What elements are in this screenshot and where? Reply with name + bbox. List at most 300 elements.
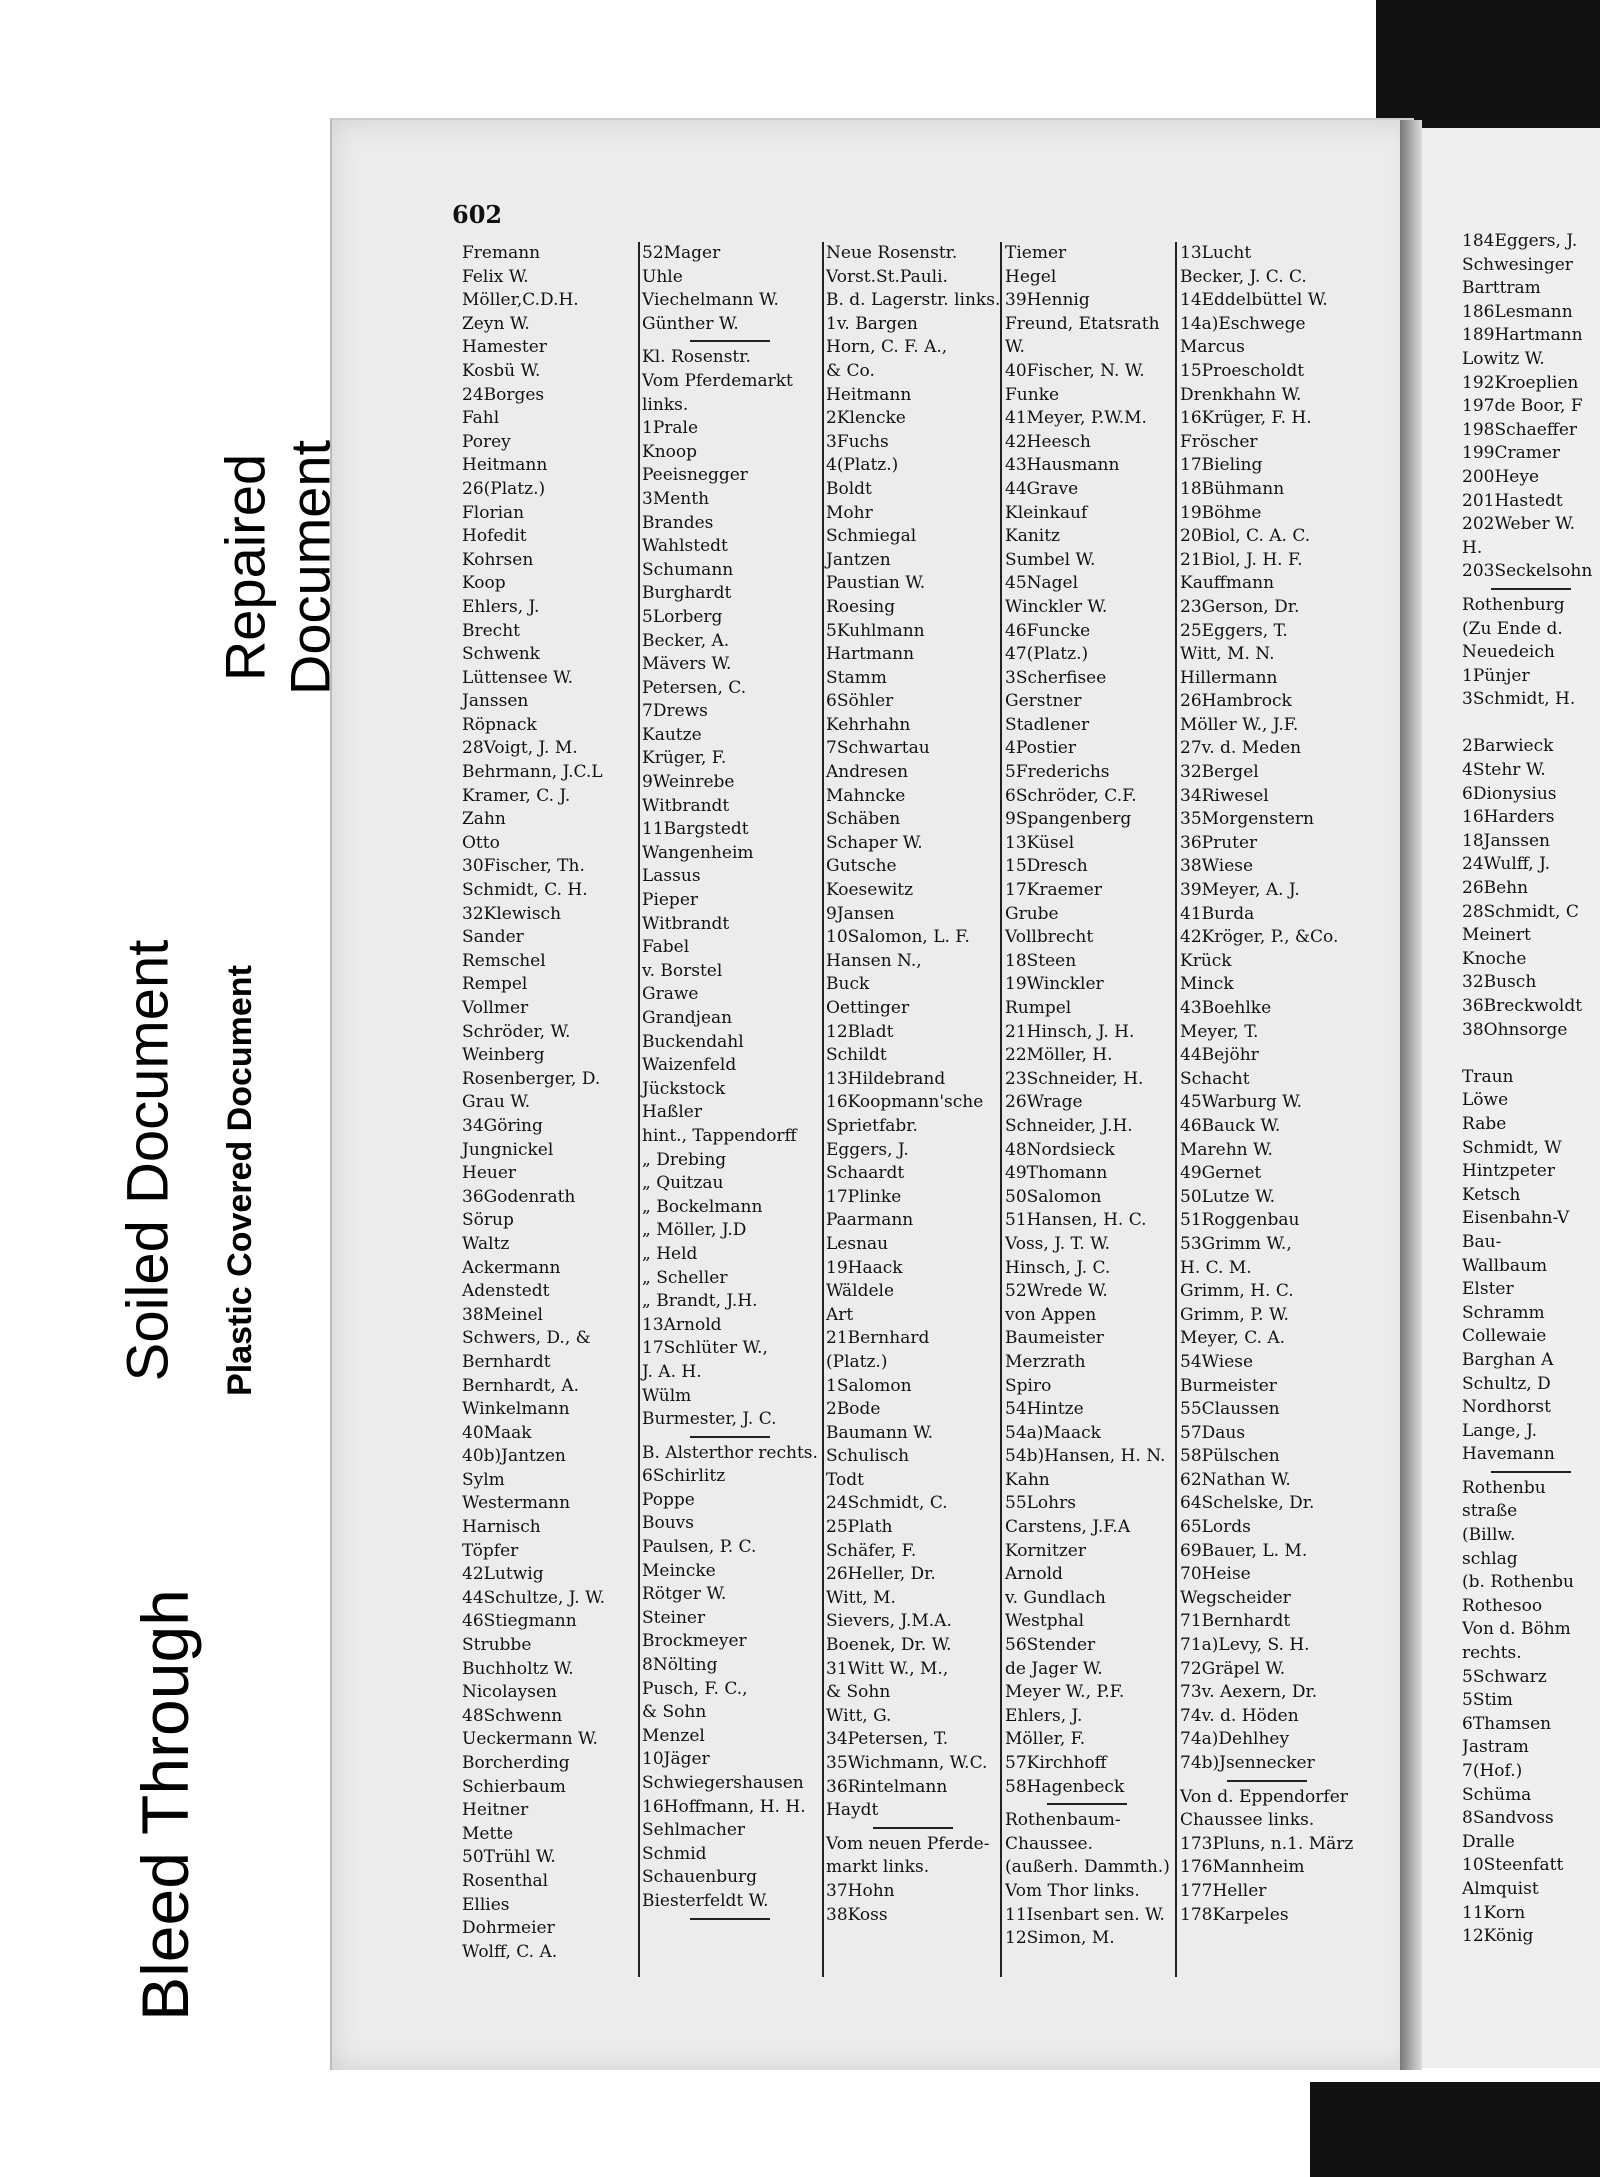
directory-entry: „ Held	[642, 1243, 698, 1264]
directory-column-4	[1005, 242, 1170, 1951]
directory-entry: 11Isenbart sen. W.	[1005, 1904, 1165, 1925]
directory-entry: Art	[826, 1304, 854, 1325]
directory-entry: 18Bühmann	[1180, 478, 1285, 499]
directory-entry: Grawe	[642, 984, 699, 1005]
section-rule	[690, 1918, 770, 1920]
directory-entry: 41Burda	[1180, 903, 1255, 924]
directory-entry: Chaussee links.	[1180, 1810, 1315, 1831]
directory-entry: Oettinger	[826, 998, 910, 1018]
directory-entry: Elster	[1462, 1279, 1514, 1300]
directory-column-1	[462, 242, 605, 1964]
directory-entry: Janssen	[462, 691, 529, 712]
directory-entry: 50Lutze W.	[1180, 1186, 1276, 1207]
directory-entry: 24Borges	[462, 384, 545, 405]
directory-entry: 8Nölting	[642, 1655, 718, 1676]
directory-entry: 13Küsel	[1005, 832, 1075, 853]
directory-entry: 58Pülschen	[1180, 1446, 1280, 1467]
directory-entry: Paustian W.	[826, 573, 926, 594]
directory-entry: 54a)Maack	[1005, 1422, 1101, 1443]
directory-entry: Viechelmann W.	[642, 290, 779, 311]
directory-entry: Borcherding	[462, 1753, 570, 1773]
plastic-covered-label	[200, 860, 280, 1500]
directory-entry: 9Jansen	[826, 903, 895, 924]
directory-entry: 32Bergel	[1180, 762, 1259, 783]
directory-entry: Kanitz	[1005, 526, 1061, 547]
directory-entry: 17Kraemer	[1005, 880, 1102, 901]
directory-entry: 192Kroeplien	[1462, 372, 1579, 393]
directory-entry: Grube	[1005, 903, 1059, 924]
directory-entry: 44Grave	[1005, 478, 1079, 499]
directory-entry: 22Möller, H.	[1005, 1045, 1113, 1066]
directory-entry: Jungnickel	[462, 1139, 554, 1160]
section-rule	[1227, 1780, 1307, 1782]
directory-entry: 23Gerson, Dr.	[1180, 596, 1300, 617]
directory-entry: Schwesinger	[1462, 254, 1573, 275]
directory-entry: 36Pruter	[1180, 832, 1258, 853]
directory-entry: 42Kröger, P., &Co.	[1180, 927, 1339, 948]
directory-entry: 51Roggenbau	[1180, 1210, 1300, 1231]
directory-entry: Schultz, D	[1462, 1373, 1551, 1394]
directory-entry: 8Sandvoss	[1462, 1808, 1554, 1829]
directory-entry: Heitmann	[462, 455, 548, 476]
directory-entry: 176Mannheim	[1180, 1857, 1305, 1878]
directory-entry: Rosenthal	[462, 1870, 549, 1891]
directory-entry: 43Boehlke	[1180, 998, 1272, 1018]
directory-column-6	[1462, 230, 1600, 1949]
directory-entry: Von d. Böhm	[1462, 1619, 1571, 1640]
directory-entry: Schäfer, F.	[826, 1540, 917, 1561]
directory-entry: 13Hildebrand	[826, 1068, 946, 1089]
directory-entry: 34Petersen, T.	[826, 1729, 949, 1750]
directory-entry: Winckler W.	[1005, 596, 1108, 617]
directory-entry: Hintzpeter	[1462, 1161, 1555, 1182]
directory-entry: 19Winckler	[1005, 974, 1104, 995]
directory-entry: 4(Platz.)	[826, 455, 899, 476]
directory-entry: 14Eddelbüttel W.	[1180, 290, 1328, 311]
directory-entry: 200Heye	[1462, 466, 1539, 487]
directory-entry: 32Busch	[1462, 972, 1537, 993]
directory-entry: Wangenheim	[642, 842, 754, 863]
directory-entry: Ellies	[462, 1894, 510, 1915]
directory-entry: Kornitzer	[1005, 1540, 1086, 1561]
directory-entry: 15Dresch	[1005, 856, 1088, 877]
directory-entry: 38Koss	[826, 1904, 888, 1925]
directory-entry: Fabel	[642, 937, 690, 958]
directory-entry: Wallbaum	[1462, 1255, 1548, 1276]
directory-entry: Sehlmacher	[642, 1820, 746, 1841]
directory-entry: Dohrmeier	[462, 1918, 555, 1939]
directory-entry: 55Claussen	[1180, 1399, 1280, 1420]
directory-entry: 38Ohnsorge	[1462, 1019, 1568, 1040]
directory-entry: 5Stim	[1462, 1690, 1513, 1711]
directory-entry: Rosenberger, D.	[462, 1068, 601, 1089]
directory-entry: 38Wiese	[1180, 856, 1254, 877]
directory-entry: v. Borstel	[642, 960, 723, 981]
directory-entry: „ Drebing	[642, 1149, 727, 1170]
directory-entry: Lange, J.	[1462, 1420, 1538, 1441]
directory-entry: 1Salomon	[826, 1375, 912, 1396]
directory-entry: 9Weinrebe	[642, 772, 735, 793]
directory-entry: 30Fischer, Th.	[462, 856, 585, 877]
directory-entry: Schaper W.	[826, 832, 923, 853]
directory-entry: 58Hagenbeck	[1005, 1776, 1125, 1797]
directory-entry: 53Grimm W.,	[1180, 1233, 1292, 1254]
directory-entry: Spiro	[1005, 1375, 1052, 1396]
directory-entry: 44Schultze, J. W.	[462, 1587, 605, 1608]
directory-entry: 201Hastedt	[1462, 490, 1563, 511]
directory-entry: Fahl	[462, 408, 500, 429]
directory-entry: Brandes	[642, 512, 714, 533]
directory-entry: Traun	[1462, 1066, 1514, 1087]
directory-entry: Boldt	[826, 478, 872, 499]
directory-entry: Wäldele	[826, 1281, 895, 1302]
directory-entry: 13Arnold	[642, 1314, 722, 1335]
directory-entry: Vollbrecht	[1005, 927, 1094, 948]
directory-entry: Witt, M. N.	[1180, 644, 1275, 665]
directory-entry: Freund, Etatsrath	[1005, 313, 1160, 334]
directory-entry: 16Harders	[1462, 807, 1555, 828]
directory-entry: 31Witt W., M.,	[826, 1658, 949, 1679]
directory-entry: Hinsch, J. C.	[1005, 1257, 1111, 1278]
directory-entry: „ Bockelmann	[642, 1196, 763, 1217]
directory-entry: Almquist	[1462, 1878, 1539, 1899]
directory-entry: Kohrsen	[462, 549, 534, 570]
directory-entry: 1Pünjer	[1462, 665, 1530, 686]
directory-entry: Krüger, F.	[642, 748, 727, 769]
directory-entry: 173Pluns, n.1. März	[1180, 1833, 1354, 1854]
directory-entry: 54Wiese	[1180, 1351, 1254, 1372]
directory-entry: Sylm	[462, 1469, 505, 1490]
directory-entry: Schumann	[642, 559, 734, 580]
directory-entry: J. A. H.	[642, 1361, 702, 1382]
directory-entry: Harnisch	[462, 1517, 541, 1538]
directory-entry: & Co.	[826, 360, 875, 381]
directory-entry: 6Söhler	[826, 691, 894, 712]
directory-entry: Kehrhahn	[826, 714, 911, 735]
directory-entry: Horn, C. F. A.,	[826, 337, 948, 358]
directory-entry: 12Bladt	[826, 1021, 894, 1042]
directory-entry: Heuer	[462, 1163, 517, 1184]
directory-entry: 19Böhme	[1180, 502, 1262, 523]
directory-entry: Schröder, W.	[462, 1021, 571, 1042]
directory-entry: Meincke	[642, 1560, 716, 1581]
directory-entry: Boenek, Dr. W.	[826, 1635, 952, 1656]
directory-entry: 46Bauck W.	[1180, 1115, 1281, 1136]
directory-column-5	[1180, 242, 1353, 1927]
directory-entry: H. C. M.	[1180, 1257, 1252, 1278]
directory-entry: 15Proescholdt	[1180, 360, 1305, 381]
directory-entry: Collewaie	[1462, 1326, 1547, 1347]
directory-entry: 23Schneider, H.	[1005, 1068, 1144, 1089]
directory-entry: Sievers, J.M.A.	[826, 1611, 952, 1632]
directory-entry: Grimm, P. W.	[1180, 1304, 1289, 1325]
directory-entry: 5Kuhlmann	[826, 620, 925, 641]
directory-entry: 34Göring	[462, 1115, 543, 1136]
directory-entry: Kleinkauf	[1005, 502, 1088, 523]
directory-entry: Chaussee.	[1005, 1833, 1094, 1854]
directory-entry: Todt	[826, 1469, 864, 1490]
directory-entry: Mävers W.	[642, 654, 732, 675]
directory-entry: Sander	[462, 927, 524, 948]
directory-entry: Bernhardt, A.	[462, 1375, 580, 1396]
directory-entry: Gutsche	[826, 856, 897, 877]
directory-entry: 14a)Eschwege	[1180, 313, 1306, 334]
directory-entry: Schierbaum	[462, 1776, 566, 1797]
directory-entry: hint., Tappendorff	[642, 1125, 797, 1146]
directory-entry: 37Hohn	[826, 1880, 895, 1901]
directory-entry: 2Bode	[826, 1399, 881, 1420]
directory-entry: 54b)Hansen, H. N.	[1005, 1446, 1166, 1467]
directory-entry: 72Gräpel W.	[1180, 1658, 1286, 1679]
directory-entry: 10Jäger	[642, 1749, 710, 1770]
directory-entry: 24Schmidt, C.	[826, 1493, 948, 1514]
directory-entry: 6Schröder, C.F.	[1005, 785, 1137, 806]
directory-entry: 51Hansen, H. C.	[1005, 1210, 1147, 1231]
directory-entry: Schaardt	[826, 1163, 905, 1184]
directory-entry: 2Barwieck	[1462, 736, 1554, 757]
directory-entry: 64Schelske, Dr.	[1180, 1493, 1315, 1514]
directory-entry: W.	[1005, 337, 1025, 358]
directory-entry: Paarmann	[826, 1210, 914, 1231]
directory-entry: Jantzen	[826, 549, 891, 570]
directory-entry: Petersen, C.	[642, 677, 747, 698]
scan-border-top	[1376, 0, 1600, 40]
directory-entry: 25Eggers, T.	[1180, 620, 1288, 641]
directory-entry: Barghan A	[1462, 1349, 1554, 1370]
directory-entry: Witt, G.	[826, 1705, 892, 1726]
directory-entry: Rabe	[1462, 1113, 1507, 1134]
directory-entry: (b. Rothenbu	[1462, 1572, 1574, 1593]
directory-entry: H.	[1462, 537, 1483, 558]
directory-entry: Jastram	[1462, 1737, 1529, 1758]
directory-entry: Haydt	[826, 1800, 879, 1821]
directory-entry: Ketsch	[1462, 1184, 1521, 1205]
directory-entry: Grandjean	[642, 1008, 733, 1028]
directory-entry: Steiner	[642, 1607, 706, 1628]
directory-entry: Kahn	[1005, 1469, 1050, 1490]
directory-entry: Krück	[1180, 950, 1232, 971]
directory-entry: 70Heise	[1180, 1564, 1251, 1585]
directory-entry: Zahn	[462, 809, 506, 830]
directory-entry: Felix W.	[462, 266, 529, 287]
directory-entry: Wahlstedt	[642, 536, 728, 557]
directory-entry: Mahncke	[826, 785, 906, 806]
section-rule	[690, 340, 770, 342]
repaired-document-label	[165, 355, 342, 755]
directory-entry: 6Dionysius	[1462, 783, 1557, 804]
directory-entry: Zeyn W.	[462, 313, 530, 334]
directory-entry: 73v. Aexern, Dr.	[1180, 1682, 1318, 1703]
directory-entry: Schulisch	[826, 1446, 910, 1467]
directory-entry: & Sohn	[642, 1702, 707, 1723]
section-rule	[690, 1436, 770, 1438]
directory-entry: 16Krüger, F. H.	[1180, 408, 1312, 429]
directory-entry: Kramer, C. J.	[462, 785, 571, 806]
directory-entry: Baumann W.	[826, 1422, 934, 1443]
directory-entry: Hansen N.,	[826, 950, 922, 971]
directory-entry: Jückstock	[642, 1078, 726, 1099]
directory-entry: Kautze	[642, 724, 702, 745]
directory-entry: Buck	[826, 974, 870, 995]
directory-entry: von Appen	[1005, 1304, 1097, 1325]
directory-entry: Biesterfeldt W.	[642, 1890, 769, 1911]
directory-entry: straße	[1462, 1501, 1518, 1522]
directory-entry: Nicolaysen	[462, 1682, 557, 1703]
directory-entry: Rothesoo	[1462, 1595, 1543, 1616]
directory-entry: Marcus	[1180, 337, 1245, 358]
directory-entry: 55Lohrs	[1005, 1493, 1076, 1514]
directory-entry: 39Hennig	[1005, 290, 1090, 311]
directory-entry: Behrmann, J.C.L	[462, 762, 603, 783]
directory-entry: 26Hambrock	[1180, 691, 1292, 712]
directory-entry: Burghardt	[642, 583, 732, 604]
directory-entry: 45Warburg W.	[1180, 1092, 1303, 1113]
directory-entry: 52Wrede W.	[1005, 1281, 1108, 1302]
directory-entry: (Billw.	[1462, 1525, 1516, 1546]
directory-entry: 3Fuchs	[826, 431, 889, 452]
directory-entry: 46Funcke	[1005, 620, 1091, 641]
directory-entry: 16Koopmann'sche	[826, 1092, 984, 1113]
directory-entry: Eggers, J.	[826, 1139, 909, 1160]
directory-entry: 10Steenfatt	[1462, 1855, 1564, 1876]
directory-entry: Grimm, H. C.	[1180, 1281, 1294, 1302]
directory-entry: Merzrath	[1005, 1351, 1086, 1372]
directory-entry: Stadlener	[1005, 714, 1090, 735]
directory-entry: Schwiegershausen	[642, 1773, 804, 1793]
directory-entry: Ehlers, J.	[462, 596, 540, 617]
directory-entry: 11Bargstedt	[642, 819, 749, 840]
directory-entry: 43Hausmann	[1005, 455, 1120, 476]
directory-entry: Burmeister	[1180, 1375, 1277, 1396]
directory-entry: Paulsen, P. C.	[642, 1537, 757, 1558]
bleed-through-label	[110, 1500, 220, 2110]
directory-entry: Heitner	[462, 1800, 529, 1821]
directory-entry: Dralle	[1462, 1831, 1515, 1852]
directory-entry: Schildt	[826, 1045, 887, 1066]
directory-entry: 189Hartmann	[1462, 325, 1583, 346]
directory-entry: 21Bernhard	[826, 1328, 930, 1349]
directory-entry: Knoop	[642, 441, 698, 462]
directory-entry: Buchholtz W.	[462, 1658, 574, 1679]
directory-entry: 26Wrage	[1005, 1092, 1083, 1113]
directory-entry: Vorst.St.Pauli.	[826, 266, 948, 287]
directory-entry: 12König	[1462, 1926, 1534, 1947]
directory-entry: Porey	[462, 431, 511, 452]
directory-entry: Sumbel W.	[1005, 549, 1096, 570]
directory-entry: 49Gernet	[1180, 1163, 1262, 1184]
directory-entry: Rumpel	[1005, 998, 1072, 1018]
directory-entry: Wegscheider	[1180, 1587, 1291, 1608]
directory-entry: 4Stehr W.	[1462, 760, 1546, 781]
directory-entry: 45Nagel	[1005, 573, 1079, 594]
directory-entry: B. Alsterthor rechts.	[642, 1442, 818, 1463]
directory-entry: „ Scheller	[642, 1267, 728, 1288]
section-rule	[1491, 1471, 1571, 1473]
directory-entry: 3Schmidt, H.	[1462, 689, 1576, 710]
directory-entry: Winkelmann	[462, 1399, 570, 1420]
directory-entry: Uhle	[642, 266, 683, 287]
directory-entry: de Jager W.	[1005, 1658, 1103, 1679]
directory-entry: 35Morgenstern	[1180, 809, 1314, 830]
directory-entry: 16Hoffmann, H. H.	[642, 1796, 806, 1817]
directory-entry: Drenkhahn W.	[1180, 384, 1302, 405]
directory-entry: Westphal	[1005, 1611, 1085, 1632]
directory-entry: Schwenk	[462, 644, 540, 665]
directory-entry: 40Maak	[462, 1422, 532, 1443]
directory-entry: Schmiegal	[826, 526, 917, 547]
directory-entry: 65Lords	[1180, 1517, 1251, 1538]
directory-entry: Neuedeich	[1462, 642, 1555, 663]
directory-entry: 71Bernhardt	[1180, 1611, 1291, 1632]
directory-entry: Schmidt, W	[1462, 1137, 1562, 1158]
directory-entry: Schacht	[1180, 1068, 1250, 1089]
plastic-label-text: Plastic Covered Document	[220, 964, 259, 1396]
directory-entry: Witt, M.	[826, 1587, 896, 1608]
directory-entry: Schramm	[1462, 1302, 1545, 1323]
directory-entry: Günther W.	[642, 313, 739, 334]
directory-entry: Witbrandt	[642, 913, 730, 934]
directory-entry: Stamm	[826, 667, 887, 688]
directory-entry: (außerh. Dammth.)	[1005, 1857, 1170, 1878]
directory-entry: Havemann	[1462, 1444, 1555, 1465]
directory-entry: 5Schwarz	[1462, 1666, 1547, 1687]
directory-entry: 52Mager	[642, 243, 721, 263]
repaired-label-line-1: Repaired	[213, 453, 277, 682]
directory-entry: 21Hinsch, J. H.	[1005, 1021, 1135, 1042]
directory-entry: 4Postier	[1005, 738, 1076, 759]
directory-entry: Baumeister	[1005, 1328, 1104, 1349]
directory-entry: Hillermann	[1180, 667, 1278, 688]
column-divider	[822, 242, 824, 1977]
directory-entry: Kosbü W.	[462, 360, 541, 381]
directory-entry: Sörup	[462, 1210, 514, 1231]
directory-entry: 69Bauer, L. M.	[1180, 1540, 1308, 1561]
directory-entry: Florian	[462, 502, 525, 523]
directory-entry: Schwers, D., &	[462, 1328, 591, 1349]
directory-entry: 5Lorberg	[642, 606, 723, 627]
directory-entry: Bau-	[1462, 1231, 1502, 1252]
directory-entry: 40b)Jantzen	[462, 1446, 566, 1467]
directory-entry: 28Voigt, J. M.	[462, 738, 578, 759]
directory-entry: Rötger W.	[642, 1584, 727, 1605]
directory-entry: 6Thamsen	[1462, 1713, 1552, 1734]
directory-entry: Meinert	[1462, 925, 1531, 946]
directory-entry: 2Klencke	[826, 408, 906, 429]
directory-entry: 50Salomon	[1005, 1186, 1102, 1207]
directory-entry: Minck	[1180, 974, 1234, 995]
directory-entry: 21Biol, J. H. F.	[1180, 549, 1303, 570]
directory-entry: Lassus	[642, 866, 701, 887]
directory-entry: 47(Platz.)	[1005, 644, 1089, 665]
directory-entry: 41Meyer, P.W.M.	[1005, 408, 1147, 429]
directory-entry: „ Quitzau	[642, 1173, 724, 1194]
directory-entry: 13Lucht	[1180, 243, 1252, 263]
directory-entry: Brockmeyer	[642, 1631, 747, 1652]
directory-entry: Hofedit	[462, 526, 527, 547]
section-rule	[1047, 1803, 1127, 1805]
scan-border-bottom	[1310, 2082, 1600, 2177]
directory-entry: Fremann	[462, 243, 541, 263]
directory-entry: Andresen	[826, 762, 909, 783]
directory-entry: 17Bieling	[1180, 455, 1263, 476]
directory-entry: Schneider, J.H.	[1005, 1115, 1133, 1136]
directory-entry: 57Kirchhoff	[1005, 1753, 1107, 1773]
directory-entry: Möller W., J.F.	[1180, 714, 1299, 735]
directory-entry: 3Scherfisee	[1005, 667, 1107, 688]
column-divider	[1175, 242, 1177, 1977]
directory-entry: Vom Pferdemarkt	[642, 370, 793, 391]
directory-entry: Meyer W., P.F.	[1005, 1682, 1125, 1703]
